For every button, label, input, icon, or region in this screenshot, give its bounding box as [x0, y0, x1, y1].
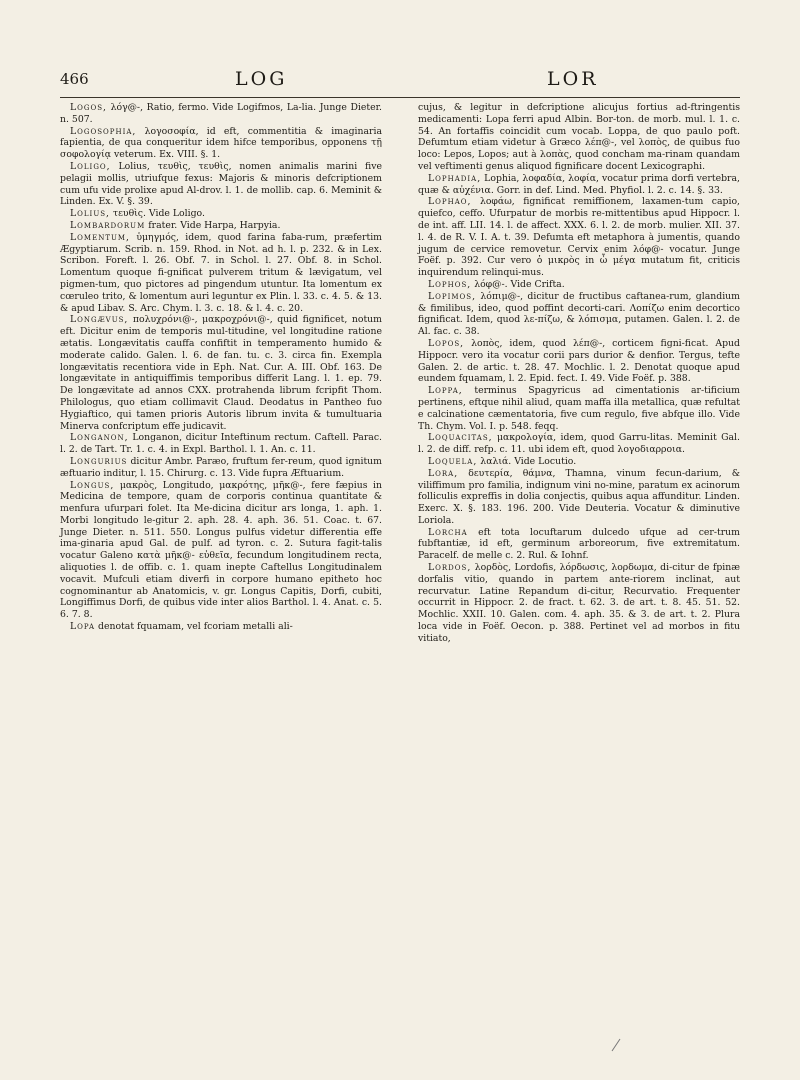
entry-lorcha [418, 527, 740, 562]
entry-logosophia [60, 126, 382, 161]
entry-text: μακρολογία, idem, quod Garru-litas. Meminit Gal. l. 2. de diff. refp. c. 11. ubi idem eft, quod λογοδιαρροια. [418, 432, 740, 456]
headword: Lopimos, [428, 290, 477, 302]
entry-longurius [60, 456, 382, 480]
entry-text: λοφάω, fignificat remiffionem, laxamen-tum capio, quiefco, ceffo. Ufurpatur de morbis re-mittentibus apud Hippocr. l. de int. aff. LII. 14. l. de affect. XXX. 6. l. 2. de morb. mulier. XII. 37. l. 4. de R. V. I. A. t. 39. Defumta eft metaphora à jumentis, quando jugum de cervice removetur. Cervix enim λόφ@- vocatur. Junge Foëf. p. 392. Cur vero ὁ μικρὸς in ὦ μέγα mutatum fit, criticis inquirendum relinqui-mus. [418, 196, 740, 279]
entry-lopa [60, 621, 382, 633]
entry-text: denotat fquamam, vel fcoriam metalli ali- [98, 621, 293, 633]
entry-longanon [60, 432, 382, 456]
entry-text: frater. Vide Harpa, Harpyia. [148, 219, 281, 231]
entry-text: λογοσοφία, id eft, commentitia & imaginaria fapientia, de qua conqueritur idem hifce temporibus, opponens τῇ σοφολογίᾳ veterum. Ex. VIII. §. 1. [60, 125, 382, 161]
headword: Logos, [70, 102, 107, 113]
headword: Logosophia, [70, 125, 137, 137]
entry-text: λόπιμ@-, dicitur de fructibus caftanea-rum, glandium & fimilibus, ideo, quod poffint decorti-cari. Λοπίζω enim decortico fignificat. Idem, quod λε-πίζω, & λόπισμα, putamen. Galen. l. 2. de Al. fac. c. 38. [418, 290, 740, 338]
page-number: 466 [60, 70, 89, 88]
entry-lophos [418, 279, 740, 291]
headword: Lopos, [428, 337, 465, 349]
entry-loligo [60, 161, 382, 208]
headword: Lordos, [428, 562, 472, 574]
entry-loquela [418, 456, 740, 468]
headword: Loppa, [428, 385, 463, 397]
entry-text: λορδὸς, Lordofis, λόρδωσις, λορδωμα, di-citur de fpinæ dorfalis vitio, quando in partem ante-riorem inclinat, aut recurvatur. Latine Repandum di-citur, Recurvatio. Frequenter occurrit in Hippocr. 2. de fract. t. 62. 3. de art. t. 8. 45. 51. 52. Mochlic. XXII. 10. Galen. com. 4. aph. 35. & 3. de art. t. 2. Plura loca vide in Foëf. Oecon. p. 388. Pertinet vel ad morbos in fitu vitiato, [418, 562, 740, 644]
pencil-mark [610, 1038, 622, 1052]
entry-lophao [418, 196, 740, 279]
headword: Longanon, [70, 432, 129, 444]
headword: Longævus, [70, 314, 129, 326]
entry-loppa [418, 385, 740, 432]
entry-lopos [418, 338, 740, 385]
entry-lomentum [60, 232, 382, 315]
entry-text: πολυχρόνι@-, μακροχρόνι@-, quid fignificet, notum eft. Dicitur enim de temporis mul-titudine, vel longitudine ratione ætatis. Longævitatis cauffa confiftit in temperamento humido & moderate calido. Galen. l. 6. de fan. tu. c. 3. circa fin. Exempla longævitatis recentiora vide in Eph. Nat. Cur. A. III. Obf. 163. De longævitate in antiquiffimis temporibus differit Lang. l. 1. ep. 79. De longævitate ad annos CXX. protrahenda librum fcripfit Thom. Philologus, quo etiam collimavit Claud. Deodatus in Pantheo fuo Hygiaftico, qui tamen prioris Autoris librum invita & tumultuaria Minerva confcriptum effe judicavit. [60, 314, 382, 432]
entry-logos [60, 102, 382, 126]
entry-text: μακρὸς, Longitudo, μακρότης, μῆκ@-, fere fæpius in Medicina de tempore, quam de corporis continua quantitate & menfura ufurpari folet. Ita Me-dicina dicitur ars longa, 1. aph. 1. Morbi longitudo le-gitur 2. aph. 28. 4. aph. 36. 51. Coac. t. 67. Junge Dieter. n. 511. 550. Longus pulfus videtur differentia effe ima-ginaria apud Gal. de pulf. ad tyron. c. 2. Sutura fagit-talis vocatur Galeno κατὰ μῆκ@- εὐθεῖα, fecundum longitudinem recta, aliquoties l. de offib. c. 1. quam inepte Caftellus Longitudinalem vocavit. Mufculi etiam diverfi in corpore humano epitheto hoc cognominantur ab Anatomicis, v. gr. Longus Capitis, Dorfi, cubiti, Longiffimus Dorfi, de quibus vide inter alios Barthol. l. 4. Anat. c. 5. 6. 7. 8. [60, 479, 382, 621]
left-running-head: LOG [235, 68, 288, 90]
headword: Lophao, [428, 196, 472, 208]
entry-text: Lophia, λοφαδία, λοφία, vocatur prima dorfi vertebra, quæ & αὐχένια. Gorr. in def. Lind. Med. Phyfiol. l. 2. c. 14. §. 33. [418, 172, 740, 196]
entry-text: ὑμηγμός, idem, quod farina faba-rum, præfertim Ægyptiarum. Scrib. n. 159. Rhod. in Not. ad h. l. p. 232. & in Lex. Scribon. Foreft. l. 26. Obf. 7. in Schol. l. 27. Obf. 8. in Schol. Lomentum quoque fi-gnificat pulverem tritum & lævigatum, vel pigmen-tum, quo pictores ad pingendum utuntur. Ita lomentum ex cœruleo trito, & lomentum auri leguntur ex Plin. l. 33. c. 4. 5. & 13. & apud Libav. S. Arc. Chym. l. 3. c. 18. & l. 4. c. 20. [60, 231, 382, 314]
headword: Longurius [70, 455, 128, 467]
headword: Loquela, [428, 455, 478, 467]
entry-text: dicitur Ambr. Paræo, fruftum fer-reum, quod ignitum æftuario inditur, l. 15. Chirurg. c. 13. Vide fupra Æftuarium. [60, 455, 382, 479]
headword: Lolius, [70, 208, 110, 220]
entry-lophadia [418, 173, 740, 197]
headword: Loligo, [70, 160, 111, 172]
headword: Lombardorum [70, 219, 146, 231]
running-header [60, 70, 740, 96]
right-running-head: LOR [547, 68, 599, 90]
entry-text: Longanon, dicitur Inteftinum rectum. Caftell. Parac. l. 2. de Tart. Tr. 1. c. 4. in Expl. Barthol. l. 1. An. c. 11. [60, 432, 382, 456]
headword: Lomentum, [70, 231, 131, 243]
entry-text: λόφ@-. Vide Crifta. [474, 278, 565, 290]
headword: Lora, [428, 467, 459, 479]
entry-lora [418, 468, 740, 527]
right-column [418, 102, 740, 645]
entry-text: λοπὸς, idem, quod λέπ@-, corticem figni-ficat. Apud Hippocr. vero ita vocatur corii pars durior & denfior. Tergus, tefte Galen. 2. de artic. t. 28. 47. Mochlic. l. 2. Denotat quoque apud eundem fquamam, l. 2. Epid. fect. I. 49. Vide Foëf. p. 388. [418, 337, 740, 385]
entry-lolius [60, 208, 382, 220]
entry-text: cujus, & legitur in defcriptione alicujus fortius ad-ftringentis medicamenti: Lopa ferri apud Albin. Bor-ton. de morb. mul. l. 1. c. 54. An fortaffis coincidit cum vocab. Loppa, de quo paulo poft. Defumtum etiam videtur à Græco λέπ@-, vel λοπὸς, de quibus fuo loco: Lepos, Lopos; aut à λοπὰς, quod concham ma-rinam quandam vel veftimenti genus aliquod fignificare docent Lexicographi. [418, 102, 740, 172]
entry-lombardorum [60, 220, 382, 232]
entry-text: Lolius, τευθὶς, τευθὶς, nomen animalis marini five pelagii mollis, utriufque fexus: Majoris & minoris defcriptionem cum ufu vide prolixe apud Al-drov. l. 1. de mollib. cap. 6. Meminit & Linden. Ex. V. §. 39. [60, 160, 382, 208]
entry-text: λαλιά. Vide Locutio. [480, 455, 577, 467]
headword: Lophadia, [428, 172, 482, 184]
entry-longaevus [60, 314, 382, 432]
entry-text: terminus Spagyricus ad cimentationis ar-tificium pertinens, eftque nihil aliud, quam maffa illa metallica, quæ refultat e calcinatione cæmentatoria, five cum regulo, five abfque illo. Vide Th. Chym. Vol. I. p. 548. feqq. [418, 385, 740, 432]
entry-lordos [418, 562, 740, 645]
headword: Loquacitas, [428, 432, 493, 444]
entry-lopa-continued [418, 102, 740, 173]
entry-text: δευτερία, θάμνα, Thamna, vinum fecun-darium, & viliffimum pro familia, indignum vini no-mine, paratum ex acinorum folliculis expreffis in dolia conjectis, quibus aqua affunditur. Linden. Exerc. X. §. 183. 196. 200. Vide Deuteria. Vocatur & diminutive Loriola. [418, 467, 740, 526]
headword: Longus, [70, 479, 115, 491]
entry-text: τευθὶς. Vide Loligo. [112, 208, 205, 220]
headword: Lopa [70, 621, 96, 633]
entry-lopimos [418, 291, 740, 338]
headword: Lorcha [428, 526, 468, 538]
entry-text: eft tota locuftarum dulcedo ufque ad cer-trum fubftantiæ, id eft, germinum arboreorum, five extremitatum. Paracelf. de melle c. 2. Rul. & Iohnf. [418, 526, 740, 562]
headword: Lophos, [428, 278, 472, 290]
left-column [60, 102, 382, 633]
entry-longus [60, 480, 382, 622]
entry-text: λόγ@-, Ratio, fermo. Vide Logifmos, La-lia. Junge Dieter. n. 507. [60, 102, 382, 125]
header-rule [60, 97, 740, 98]
entry-loquacitas [418, 432, 740, 456]
